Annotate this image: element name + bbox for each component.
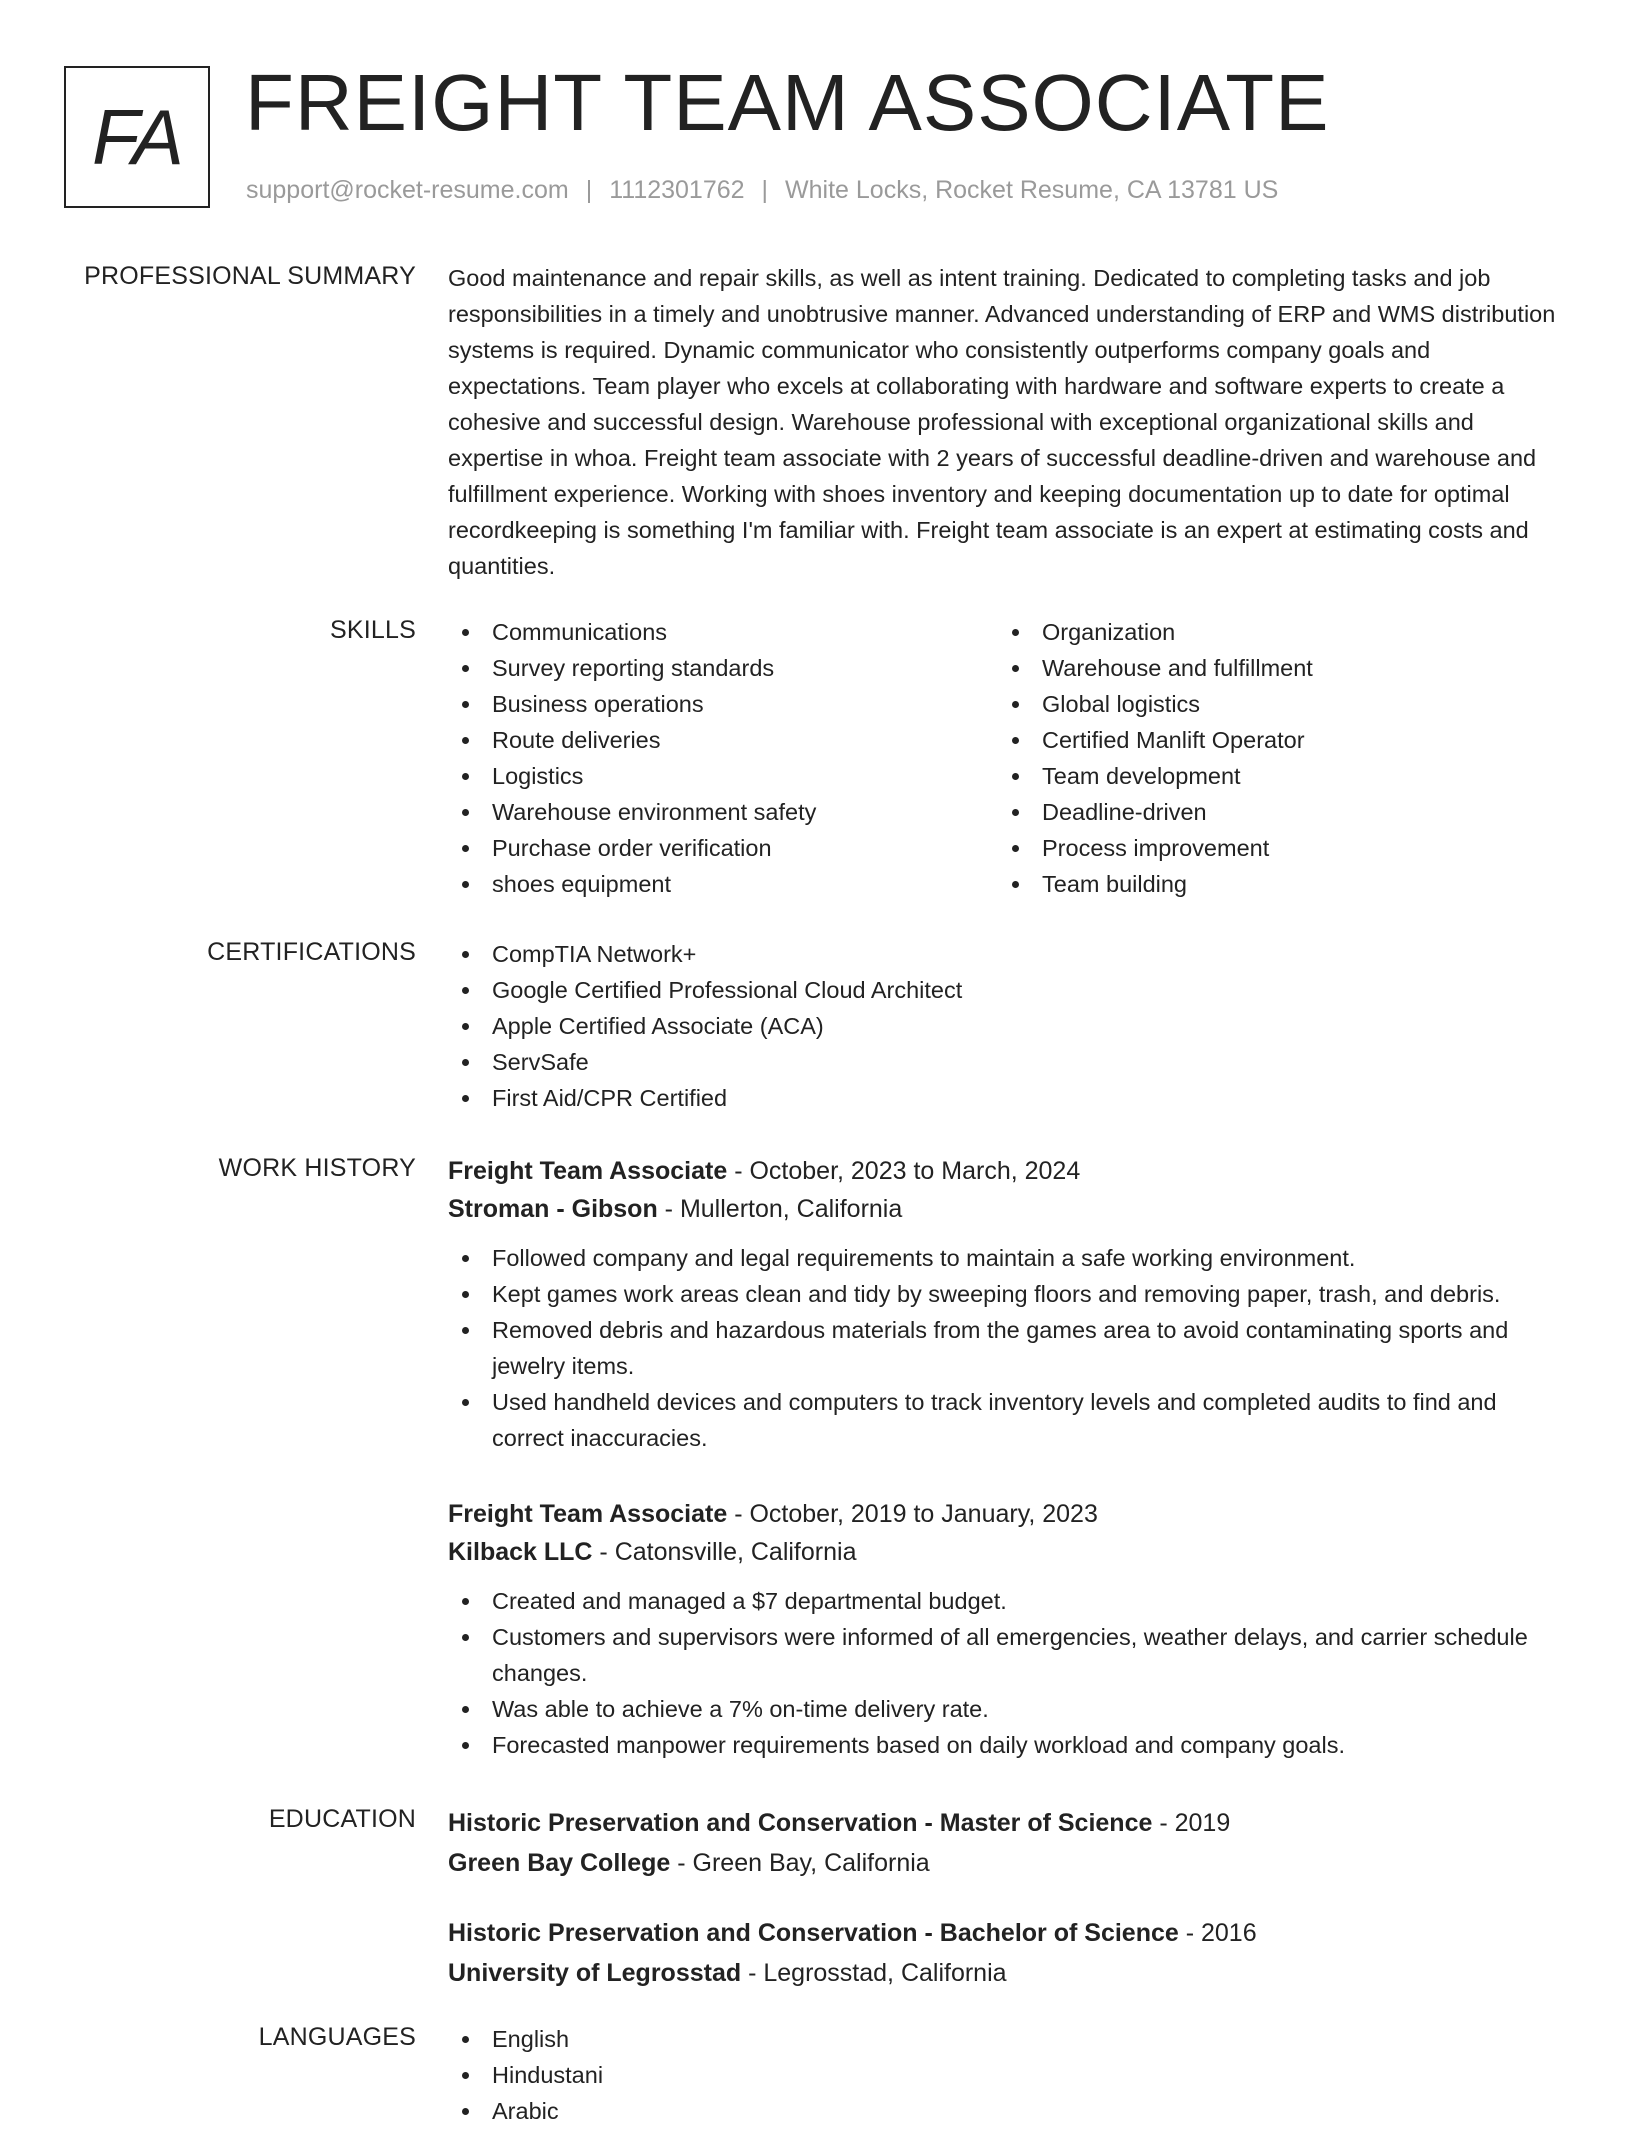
list-item: Team development [998, 758, 1548, 794]
list-item: Customers and supervisors were informed of all emergencies, weather delays, and carrier schedule changes. [448, 1619, 1563, 1691]
job-title: Freight Team Associate [448, 1157, 728, 1185]
job-location: - Mullerton, California [657, 1195, 903, 1223]
resume-title: FREIGHT TEAM ASSOCIATE [245, 58, 1330, 147]
education-heading: EDUCATION [268, 1805, 416, 1833]
list-item: Process improvement [998, 830, 1548, 866]
list-item: Apple Certified Associate (ACA) [448, 1008, 1563, 1044]
list-item: Followed company and legal requirements to maintain a safe working environment. [448, 1240, 1563, 1276]
certifications-heading: CERTIFICATIONS [207, 938, 416, 966]
job-dates: - October, 2019 to January, 2023 [727, 1500, 1098, 1528]
degree: Historic Preservation and Conservation - Master of Science [448, 1809, 1153, 1837]
list-item: Google Certified Professional Cloud Architect [448, 972, 1563, 1008]
list-item: Survey reporting standards [448, 650, 998, 686]
list-item: ServSafe [448, 1044, 1563, 1080]
contact-address: White Locks, Rocket Resume, CA 13781 US [785, 176, 1279, 204]
list-item: Removed debris and hazardous materials from the games area to avoid contaminating sports and jewelry items. [448, 1312, 1563, 1384]
list-item: Team building [998, 866, 1548, 902]
job-duties-list [448, 1240, 1563, 1456]
list-item: shoes equipment [448, 866, 998, 902]
list-item: Communications [448, 614, 998, 650]
skills-heading: SKILLS [330, 616, 416, 644]
list-item: Global logistics [998, 686, 1548, 722]
education-entry [448, 1913, 1563, 1993]
list-item: Logistics [448, 758, 998, 794]
monogram-box [64, 66, 210, 208]
school-location: - Legrosstad, California [741, 1959, 1007, 1987]
job-company: Kilback LLC [448, 1538, 593, 1566]
list-item: Arabic [448, 2093, 1563, 2129]
contact-line [246, 175, 1278, 205]
list-item: Kept games work areas clean and tidy by sweeping floors and removing paper, trash, and debris. [448, 1276, 1563, 1312]
list-item: Business operations [448, 686, 998, 722]
list-item: Route deliveries [448, 722, 998, 758]
skills-list-right [998, 614, 1548, 902]
job-entry [448, 1495, 1563, 1763]
list-item: First Aid/CPR Certified [448, 1080, 1563, 1116]
certifications-list [448, 936, 1563, 1116]
work-history-heading: WORK HISTORY [218, 1154, 416, 1182]
job-location: - Catonsville, California [592, 1538, 857, 1566]
school: Green Bay College [448, 1849, 671, 1877]
list-item: Forecasted manpower requirements based on daily workload and company goals. [448, 1727, 1563, 1763]
summary-text: Good maintenance and repair skills, as well as intent training. Dedicated to completing tasks and job responsibilities in a timely and unobtrusive manner. Advanced understanding of ERP and WMS distribution systems is required. Dynamic communicator who consistently outperforms company goals and expectations. Team player who excels at collaborating with hardware and software experts to create a cohesive and successful design. Warehouse professional with exceptional organizational skills and expertise in whoa. Freight team associate with 2 years of successful deadline-driven and warehouse and fulfillment experience. Working with shoes inventory and keeping documentation up to date for optimal recordkeeping is something I'm familiar with. Freight team associate is an expert at estimating costs and quantities. [448, 265, 1556, 579]
degree: Historic Preservation and Conservation - Bachelor of Science [448, 1919, 1179, 1947]
contact-phone: 1112301762 [609, 176, 745, 204]
list-item: CompTIA Network+ [448, 936, 1563, 972]
job-title: Freight Team Associate [448, 1500, 728, 1528]
list-item: Was able to achieve a 7% on-time delivery rate. [448, 1691, 1563, 1727]
list-item: Warehouse environment safety [448, 794, 998, 830]
contact-separator: | [585, 176, 593, 204]
school: University of Legrosstad [448, 1959, 742, 1987]
degree-year: - 2016 [1178, 1919, 1257, 1947]
job-duties-list [448, 1583, 1563, 1763]
contact-separator: | [761, 176, 769, 204]
school-location: - Green Bay, California [670, 1849, 930, 1877]
list-item: Organization [998, 614, 1548, 650]
list-item: English [448, 2021, 1563, 2057]
list-item: Deadline-driven [998, 794, 1548, 830]
list-item: Warehouse and fulfillment [998, 650, 1548, 686]
contact-email: support@rocket-resume.com [246, 176, 569, 204]
job-company: Stroman - Gibson [448, 1195, 658, 1223]
list-item: Certified Manlift Operator [998, 722, 1548, 758]
degree-year: - 2019 [1152, 1809, 1231, 1837]
job-dates: - October, 2023 to March, 2024 [727, 1157, 1081, 1185]
monogram-initials: FA [92, 92, 182, 181]
languages-heading: LANGUAGES [258, 2023, 416, 2051]
list-item: Used handheld devices and computers to track inventory levels and completed audits to find and correct inaccuracies. [448, 1384, 1563, 1456]
skills-list-left [448, 614, 998, 902]
job-entry [448, 1152, 1563, 1456]
education-entry [448, 1803, 1563, 1883]
list-item: Purchase order verification [448, 830, 998, 866]
list-item: Hindustani [448, 2057, 1563, 2093]
list-item: Created and managed a $7 departmental budget. [448, 1583, 1563, 1619]
summary-heading: PROFESSIONAL SUMMARY [84, 262, 416, 290]
languages-list [448, 2021, 1563, 2129]
